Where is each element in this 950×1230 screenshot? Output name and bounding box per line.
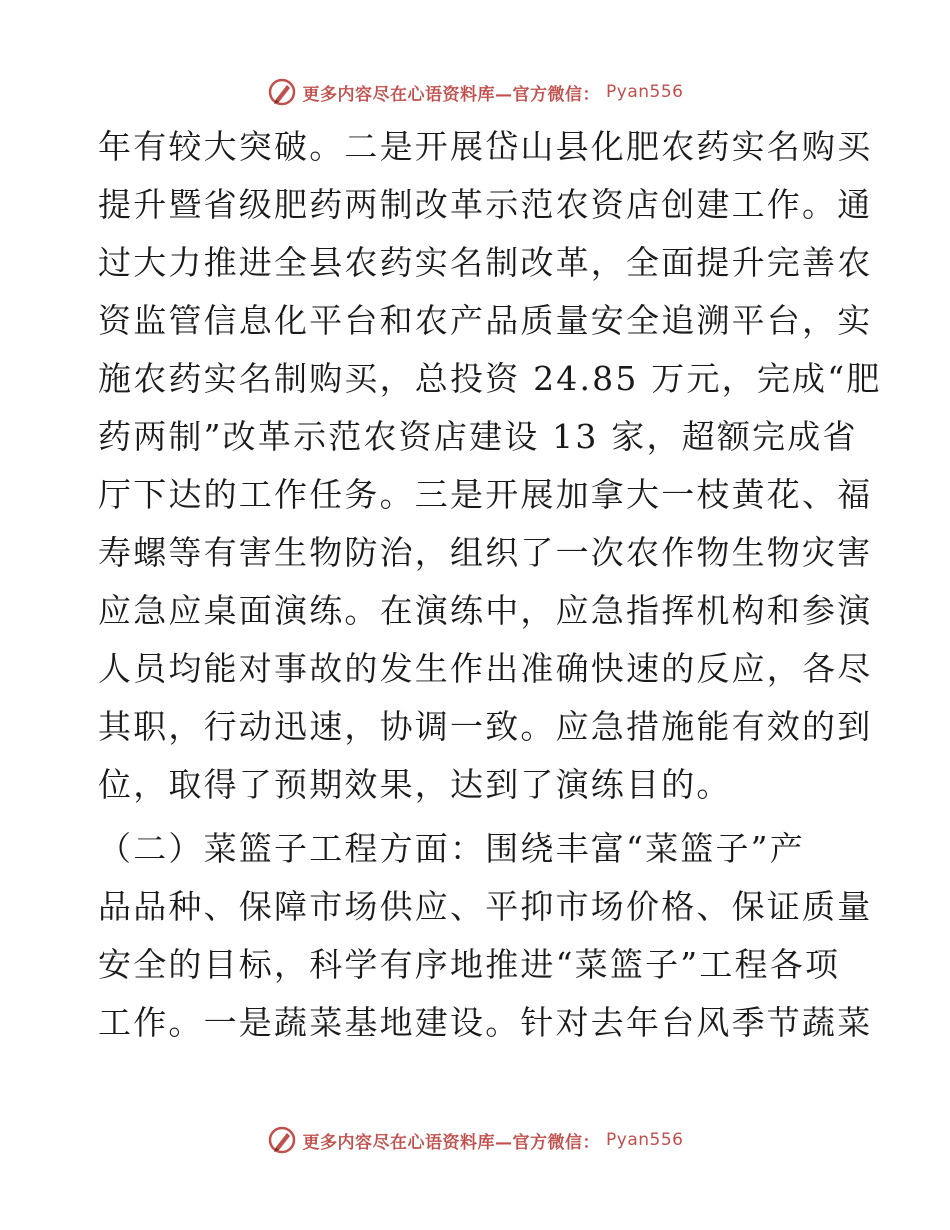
header-watermark — [0, 72, 950, 112]
text-line: 安全的目标，科学有序地推进“菜篮子”工程各项 — [98, 945, 841, 984]
text-line: 药两制”改革示范农资店建设 13 家，超额完成省 — [98, 417, 858, 456]
text-line: 资监管信息化平台和农产品质量安全追溯平台，实 — [98, 301, 873, 340]
text-line: 品品种、保障市场供应、平抑市场价格、保证质量 — [98, 887, 873, 926]
text-line: 位，取得了预期效果，达到了演练目的。 — [98, 765, 732, 804]
text-line: 施农药实名制购买，总投资 24.85 万元，完成“肥 — [98, 359, 882, 398]
footer-watermark — [0, 1120, 950, 1160]
watermark-text: 更多内容尽在心语资料库—官方微信： — [302, 1132, 601, 1153]
text-line: 人员均能对事故的发生作出准确快速的反应，各尽 — [98, 649, 873, 688]
pen-logo-icon — [267, 1125, 297, 1155]
text-line: 其职，行动迅速，协调一致。应急措施能有效的到 — [98, 707, 873, 746]
text-line: 寿螺等有害生物防治，组织了一次农作物生物灾害 — [98, 533, 873, 572]
section-heading-line: （二）菜篮子工程方面：围绕丰富“菜篮子”产 — [98, 829, 805, 868]
text-line: 厅下达的工作任务。三是开展加拿大一枝黄花、福 — [98, 475, 873, 514]
text-line: 应急应桌面演练。在演练中，应急指挥机构和参演 — [98, 591, 873, 630]
pen-logo-icon — [267, 77, 297, 107]
watermark-wechat-id: Pyan556 — [606, 1130, 684, 1150]
watermark-text: 更多内容尽在心语资料库—官方微信： — [302, 84, 601, 105]
watermark-wechat-id: Pyan556 — [606, 82, 684, 102]
document-body — [98, 118, 882, 1052]
text-line: 过大力推进全县农药实名制改革，全面提升完善农 — [98, 243, 873, 282]
text-line: 年有较大突破。二是开展岱山县化肥农药实名购买 — [98, 127, 873, 166]
text-line: 提升暨省级肥药两制改革示范农资店创建工作。通 — [98, 185, 873, 224]
text-line: 工作。一是蔬菜基地建设。针对去年台风季节蔬菜 — [98, 1003, 873, 1042]
